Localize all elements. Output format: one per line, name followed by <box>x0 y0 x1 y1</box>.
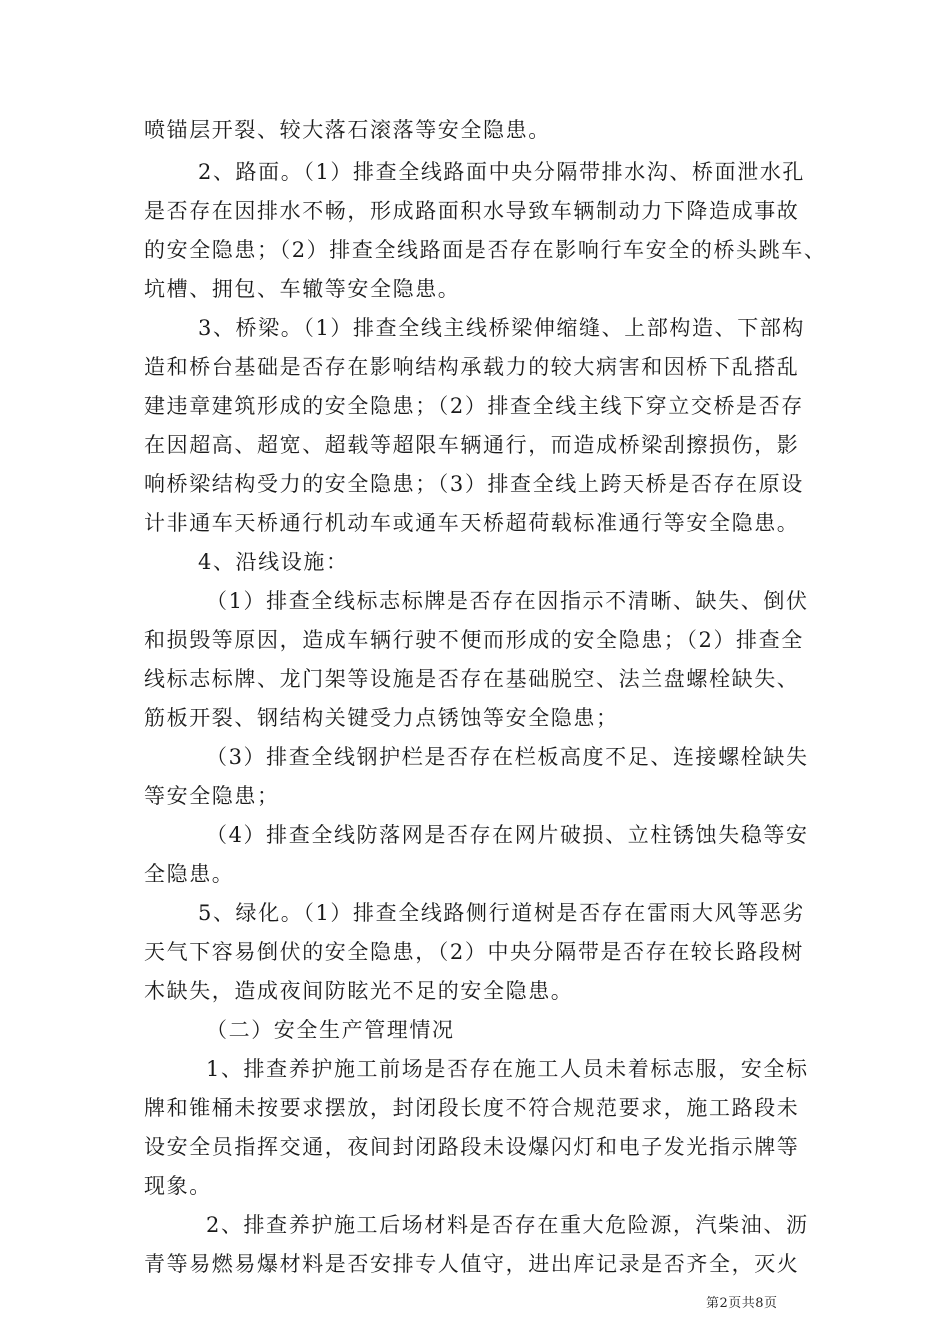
text-line: 等安全隐患； <box>144 784 280 808</box>
section-heading: （二）安全生产管理情况 <box>206 1018 455 1042</box>
text-line: 1、排查养护施工前场是否存在施工人员未着标志服，安全标 <box>206 1057 809 1081</box>
text-line: 坑槽、拥包、车辙等安全隐患。 <box>144 277 461 301</box>
text-line: 设安全员指挥交通，夜间封闭路段未设爆闪灯和电子发光指示牌等 <box>144 1135 800 1159</box>
text-line: 和损毁等原因，造成车辆行驶不便而形成的安全隐患；（2）排查全 <box>144 628 804 652</box>
text-line: 建违章建筑形成的安全隐患；（2）排查全线主线下穿立交桥是否存 <box>144 394 804 418</box>
text-line: 全隐患。 <box>144 862 235 886</box>
text-line: 青等易燃易爆材料是否安排专人值守，进出库记录是否齐全，灭火 <box>144 1252 800 1276</box>
text-line: 在因超高、超宽、超载等超限车辆通行，而造成桥梁刮擦损伤，影 <box>144 433 800 457</box>
text-line: 筋板开裂、钢结构关键受力点锈蚀等安全隐患； <box>144 706 619 730</box>
text-line: 造和桥台基础是否存在影响结构承载力的较大病害和因桥下乱搭乱 <box>144 355 800 379</box>
text-line: 是否存在因排水不畅，形成路面积水导致车辆制动力下降造成事故 <box>144 199 800 223</box>
text-line: 2、排查养护施工后场材料是否存在重大危险源，汽柴油、沥 <box>206 1213 809 1237</box>
text-line: 5、绿化。（1）排查全线路侧行道树是否存在雷雨大风等恶劣 <box>198 901 806 925</box>
text-line: 牌和锥桶未按要求摆放，封闭段长度不符合规范要求，施工路段未 <box>144 1096 800 1120</box>
text-line: 计非通车天桥通行机动车或通车天桥超荷载标准通行等安全隐患。 <box>144 511 800 535</box>
text-line: （4）排查全线防落网是否存在网片破损、立柱锈蚀失稳等安 <box>206 823 809 847</box>
text-line: 天气下容易倒伏的安全隐患，（2）中央分隔带是否存在较长路段树 <box>144 940 804 964</box>
text-line: 2、路面。（1）排查全线路面中央分隔带排水沟、桥面泄水孔 <box>198 160 806 184</box>
text-line: 4、沿线设施： <box>198 550 349 574</box>
text-line: 3、桥梁。（1）排查全线主线桥梁伸缩缝、上部构造、下部构 <box>198 316 806 340</box>
text-line: 木缺失，造成夜间防眩光不足的安全隐患。 <box>144 979 574 1003</box>
text-line: 现象。 <box>144 1174 212 1198</box>
text-line: 响桥梁结构受力的安全隐患；（3）排查全线上跨天桥是否存在原设 <box>144 472 804 496</box>
text-line: （3）排查全线钢护栏是否存在栏板高度不足、连接螺栓缺失 <box>206 745 809 769</box>
page-number: 第2页共8页 <box>706 1296 778 1311</box>
text-line: 喷锚层开裂、较大落石滚落等安全隐患。 <box>144 118 551 142</box>
text-line: 线标志标牌、龙门架等设施是否存在基础脱空、法兰盘螺栓缺失、 <box>144 667 800 691</box>
text-line: 的安全隐患；（2）排查全线路面是否存在影响行车安全的桥头跳车、 <box>144 238 827 262</box>
text-line: （1）排查全线标志标牌是否存在因指示不清晰、缺失、倒伏 <box>206 589 809 613</box>
